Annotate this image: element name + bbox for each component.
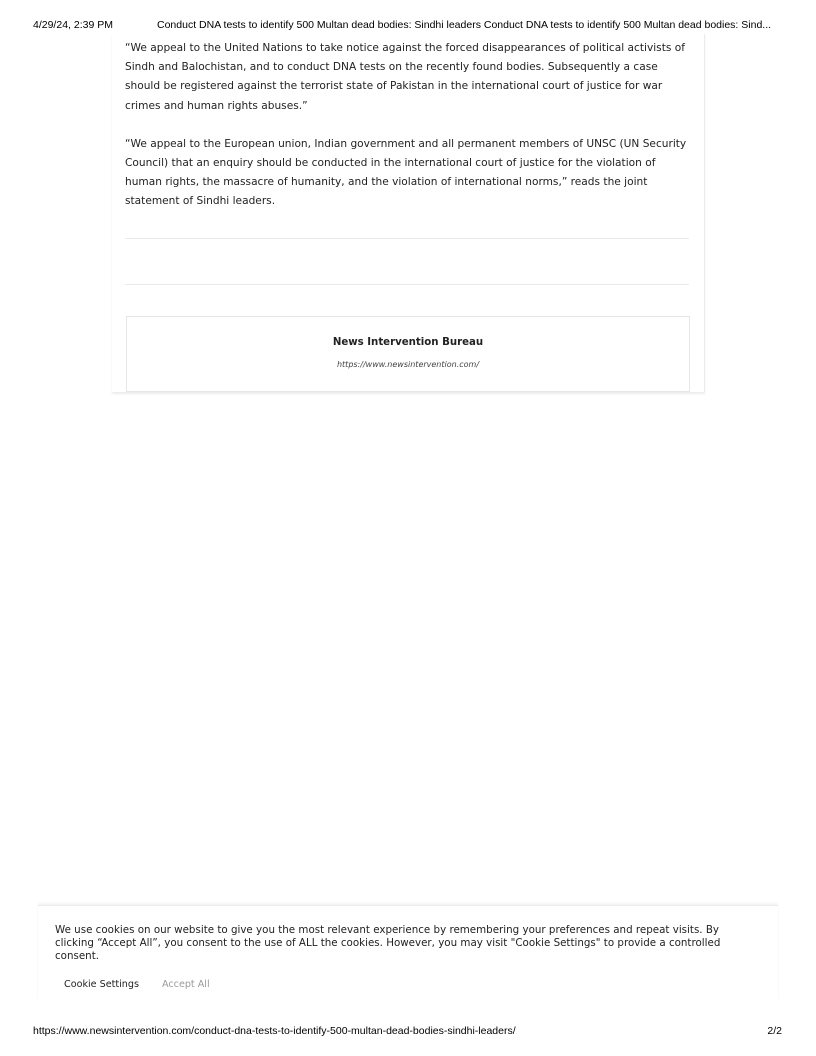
print-page-title: Conduct DNA tests to identify 500 Multan dead bodies: Sindhi leaders Conduct DNA tests to identify 500 Multan dead bodies: Sind...: [157, 19, 772, 31]
cookie-settings-button[interactable]: Cookie Settings: [64, 979, 139, 990]
print-page-number: 2/2: [767, 1025, 782, 1037]
article-card: [112, 34, 705, 392]
article-paragraph: “We appeal to the European union, Indian government and all permanent members of UNSC (UN Security Council) that an enquiry should be conducted in the international court of justice for the violation of human rights, the massacre of humanity, and the violation of international norms,” reads the joint statement of Sindhi leaders.: [125, 137, 687, 208]
article-paragraph: “We appeal to the United Nations to take notice against the forced disappearances of political activists of Sindh and Balochistan, and to conduct DNA tests on the recently found bodies. Subsequently a case should be registered against the terrorist state of Pakistan in the international court of justice for war crimes and human rights abuses.”: [125, 42, 685, 112]
article-body: [125, 39, 695, 231]
cookie-consent-text: We use cookies on our website to give you the most relevant experience by remembering your preferences and repeat visits. By clicking “Accept All”, you consent to the use of ALL the cookies. However, you may visit "Cookie Settings" to provide a controlled consent.: [55, 924, 721, 963]
divider: [125, 238, 689, 239]
accept-all-button[interactable]: Accept All: [162, 979, 210, 990]
author-name[interactable]: News Intervention Bureau: [332, 337, 484, 348]
divider: [125, 284, 689, 285]
cookie-consent-banner: [38, 905, 778, 1004]
author-box: [126, 316, 690, 392]
print-footer: [0, 1025, 816, 1039]
print-header: [0, 19, 816, 33]
author-url-link[interactable]: https://www.newsintervention.com/: [336, 360, 480, 369]
print-date: 4/29/24, 2:39 PM: [33, 19, 113, 31]
print-url: https://www.newsintervention.com/conduct-dna-tests-to-identify-500-multan-dead-bodies-sindhi-leaders/: [33, 1025, 516, 1037]
